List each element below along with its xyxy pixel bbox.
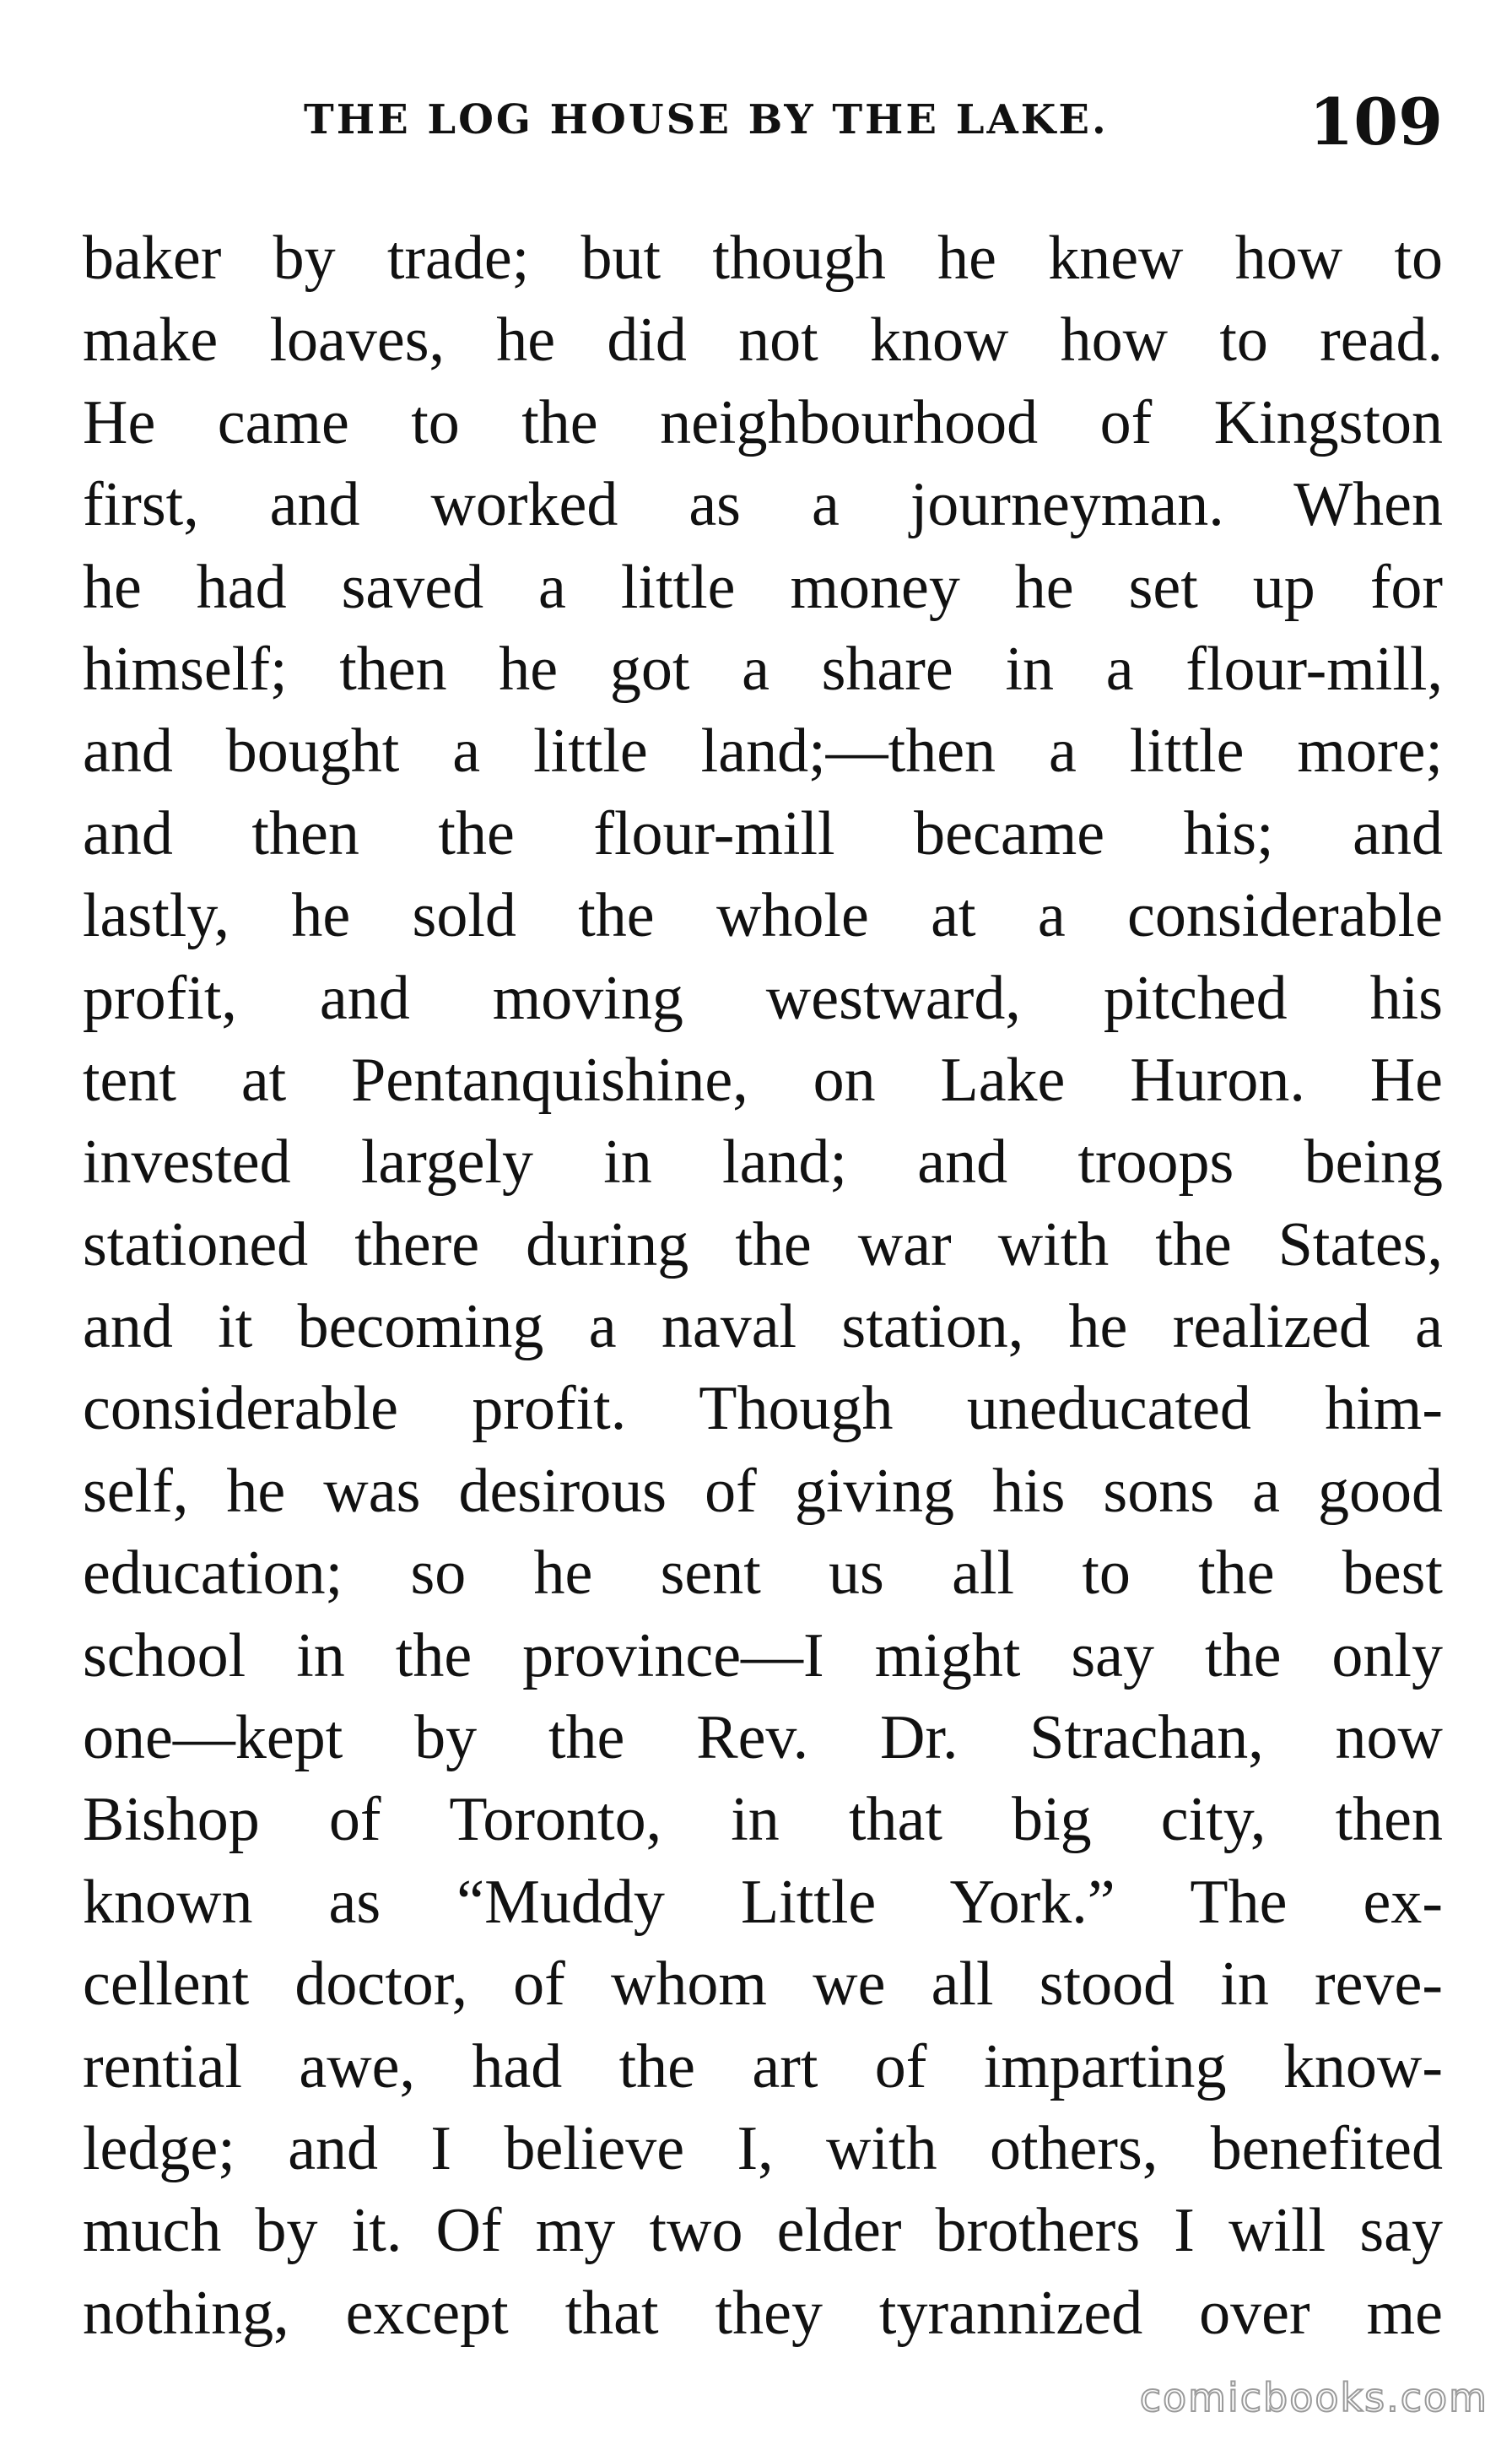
watermark: comicbooks.com (1139, 2375, 1488, 2420)
text-line: rential awe, had the art of imparting know- (83, 2031, 1443, 2101)
text-line: invested largely in land; and troops being (83, 1128, 1443, 1198)
text-line: much by it. Of my two elder brothers I will say (83, 2196, 1443, 2266)
running-title: THE LOG HOUSE BY THE LAKE. (304, 96, 1109, 143)
text-line: known as “Muddy Little York.” The ex- (83, 1867, 1443, 1937)
text-line: self, he was desirous of giving his sons a good (83, 1456, 1443, 1526)
text-line: school in the province—I might say the only (83, 1620, 1443, 1690)
text-line: nothing, except that they tyrannized over me (83, 2278, 1443, 2348)
text-line: considerable profit. Though uneducated him- (83, 1374, 1443, 1444)
text-line: He came to the neighbourhood of Kingston (83, 387, 1443, 457)
text-line: Bishop of Toronto, in that big city, then (83, 1785, 1443, 1855)
running-head (304, 84, 1443, 160)
body-text (83, 218, 1443, 2355)
text-line: lastly, he sold the whole at a considerable (83, 881, 1443, 951)
text-line: and bought a little land;—then a little more; (83, 717, 1443, 787)
text-line: tent at Pentanquishine, on Lake Huron. He (83, 1045, 1443, 1115)
text-line: stationed there during the war with the States, (83, 1209, 1443, 1279)
text-line: and then the flour-mill became his; and (83, 798, 1443, 868)
text-line: ledge; and I believe I, with others, benefited (83, 2113, 1443, 2183)
text-line: himself; then he got a share in a flour-mill, (83, 634, 1443, 704)
text-line: baker by trade; but though he knew how to (83, 224, 1443, 293)
text-line: education; so he sent us all to the best (83, 1539, 1443, 1609)
page-number: 109 (1309, 84, 1443, 160)
text-line: and it becoming a naval station, he realized a (83, 1292, 1443, 1362)
text-line: make loaves, he did not know how to read. (83, 306, 1443, 376)
text-line: he had saved a little money he set up for (83, 552, 1443, 622)
text-line: first, and worked as a journeyman. When (83, 470, 1443, 540)
text-line: profit, and moving westward, pitched his (83, 963, 1443, 1033)
text-line: cellent doctor, of whom we all stood in reve- (83, 1950, 1443, 2020)
text-line: one—kept by the Rev. Dr. Strachan, now (83, 1703, 1443, 1773)
